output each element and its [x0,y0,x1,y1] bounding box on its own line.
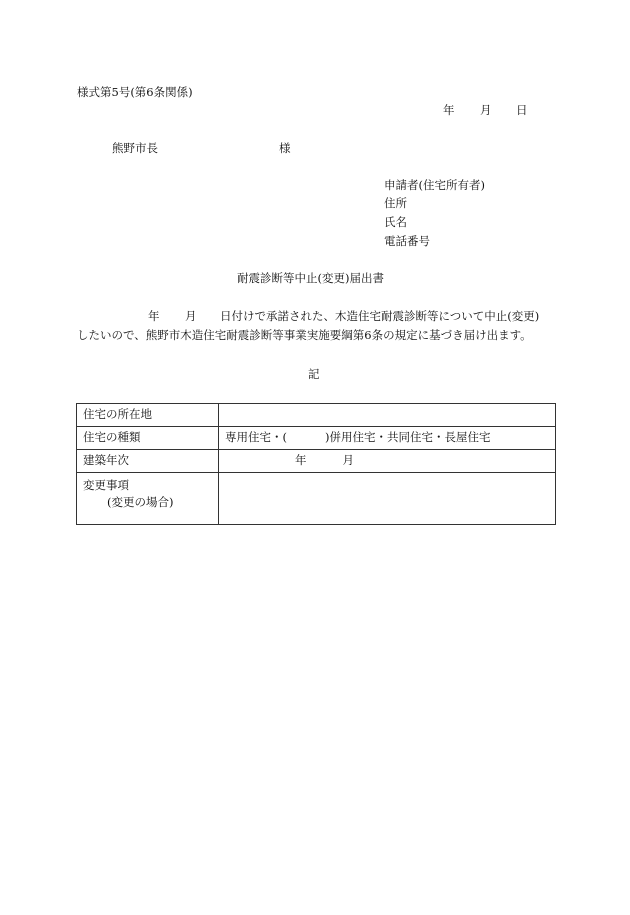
row-house-type [77,427,556,450]
change-label-line1: 変更事項 [83,478,129,492]
house-type-a: 専用住宅・( [225,430,287,445]
built-year-label: 年 [295,453,307,468]
house-type-label: 住宅の種類 [77,427,219,450]
built-month-label: 月 [342,453,354,468]
applicant-address-label: 住所 [384,196,407,210]
body-line2: したいので、熊野市木造住宅耐震診断等事業実施要綱第6条の規定に基づき届け出ます。 [77,328,532,342]
form-number: 様式第5号(第6条関係) [77,85,193,99]
house-type-b: )併用住宅・共同住宅・長屋住宅 [325,430,491,445]
document-title: 耐震診断等中止(変更)届出書 [237,271,384,285]
row-change [77,473,556,525]
body-month-label: 月 [185,309,197,323]
body-year-label: 年 [148,309,160,323]
date-month-label: 月 [480,103,492,117]
change-label [77,473,219,525]
built-value[interactable] [219,450,556,473]
details-table [76,403,556,525]
change-value[interactable] [219,473,556,525]
row-built [77,450,556,473]
location-label: 住宅の所在地 [77,404,219,427]
applicant-heading: 申請者(住宅所有者) [384,178,485,192]
location-value[interactable] [219,404,556,427]
ki-heading: 記 [308,367,320,381]
applicant-name-label: 氏名 [384,215,407,229]
date-year-label: 年 [443,103,455,117]
house-type-value[interactable] [219,427,556,450]
addressee-honorific: 様 [279,141,291,155]
row-location [77,404,556,427]
date-day-label: 日 [516,103,528,117]
change-label-line2: (変更の場合) [107,494,174,509]
addressee-name: 熊野市長 [112,141,158,155]
body-line1-rest: 日付けで承諾された、木造住宅耐震診断等について中止(変更) [220,309,540,323]
applicant-phone-label: 電話番号 [384,234,430,248]
built-label: 建築年次 [77,450,219,473]
